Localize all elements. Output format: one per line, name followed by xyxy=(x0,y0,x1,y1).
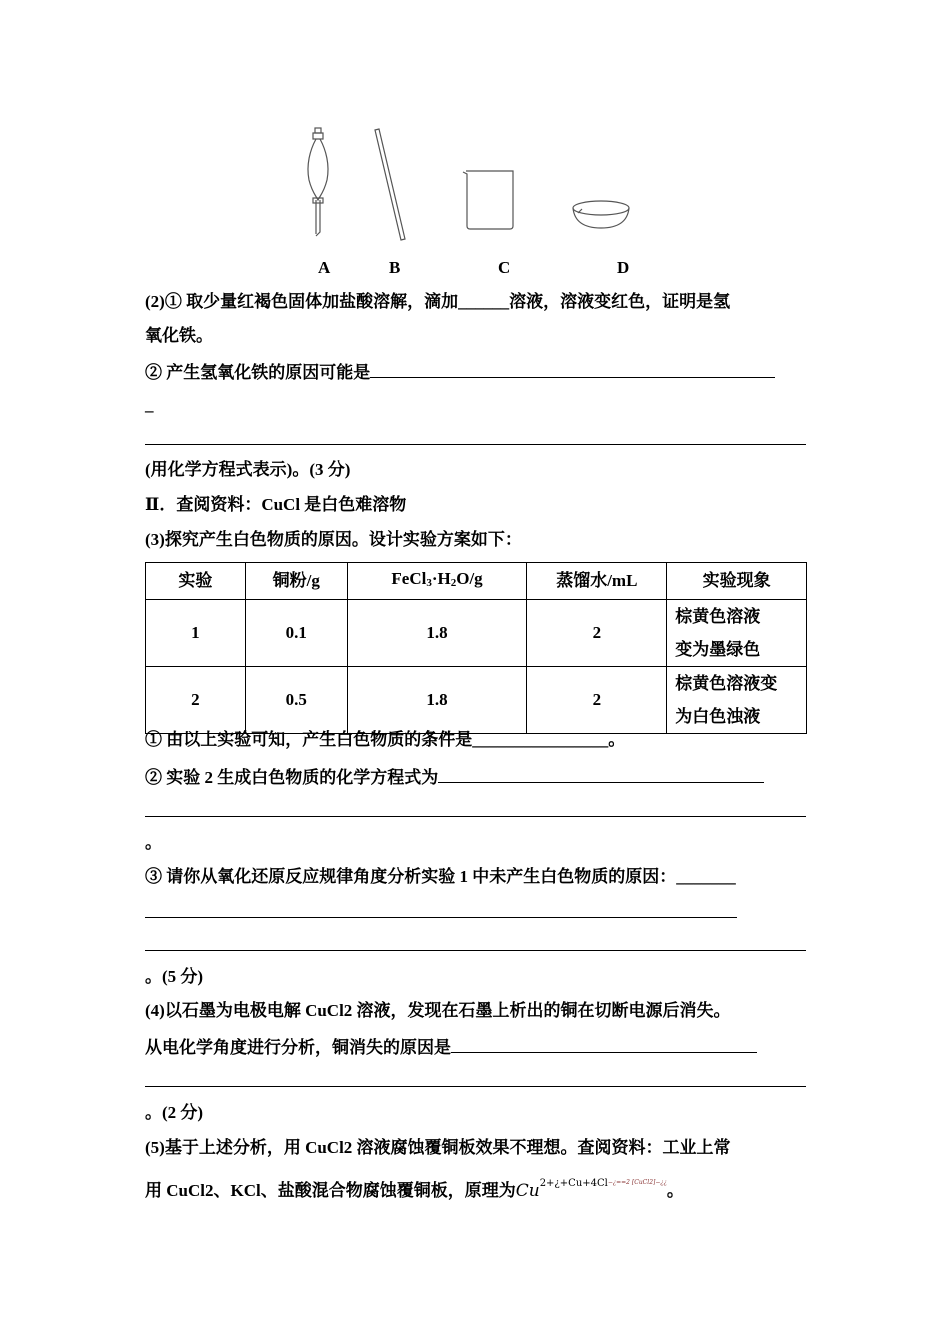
formula-sup: 2+¿+Cu+4Cl xyxy=(539,1178,608,1189)
header-cell: 实验 xyxy=(146,563,246,600)
q4-end: 。(2 分) xyxy=(145,1103,204,1122)
cell-water: 2 xyxy=(527,667,667,734)
q2-line4: _ xyxy=(145,395,154,414)
label-a: A xyxy=(318,258,331,277)
q3-s2-end: 。 xyxy=(145,833,162,852)
q5-line2 xyxy=(145,1172,684,1202)
q3-intro: (3)探究产生白色物质的原因。设计实验方案如下： xyxy=(145,530,522,549)
glass-rod-icon xyxy=(375,129,405,240)
q3-s3-end: 。(5 分) xyxy=(145,967,204,986)
answer-line[interactable] xyxy=(145,950,806,951)
cell-fecl3: 1.8 xyxy=(347,667,527,734)
text: ③ 请你从氧化还原反应规律角度分析实验 1 中未产生白色物质的原因： xyxy=(145,867,677,886)
cell-fecl3: 1.8 xyxy=(347,600,527,667)
answer-blank[interactable]: ________________ xyxy=(472,730,609,749)
separatory-funnel-icon xyxy=(308,128,328,236)
header-cell: 蒸馏水/mL xyxy=(527,563,667,600)
text: 棕黄色溶液 xyxy=(675,607,761,626)
table-header-row xyxy=(146,563,807,600)
text: 为白色浊液 xyxy=(675,707,761,726)
text: 溶液，溶液变红色，证明是氢 xyxy=(509,292,731,311)
answer-blank[interactable] xyxy=(438,764,764,783)
text: 。 xyxy=(608,730,626,749)
cell-exp: 1 xyxy=(146,600,246,667)
answer-line[interactable] xyxy=(145,816,806,817)
answer-blank[interactable] xyxy=(451,1034,757,1053)
q3-s2 xyxy=(145,764,764,789)
apparatus-figure xyxy=(0,0,950,250)
label-d: D xyxy=(617,258,630,277)
formula-base: Cu xyxy=(515,1181,540,1201)
answer-blank[interactable] xyxy=(370,359,775,378)
cell-observation xyxy=(667,667,807,734)
cell-cu: 0.1 xyxy=(245,600,347,667)
q4-line2 xyxy=(145,1034,757,1059)
q3-s3 xyxy=(145,866,736,888)
answer-blank[interactable]: ______ xyxy=(458,292,510,311)
cell-cu: 0.5 xyxy=(245,667,347,734)
q2-line2: 氧化铁。 xyxy=(145,326,213,345)
answer-line[interactable] xyxy=(145,444,806,445)
q4-line1: (4)以石墨为电极电解 CuCl2 溶液，发现在石墨上析出的铜在切断电源后消失。 xyxy=(145,1001,731,1020)
answer-blank[interactable]: _______ xyxy=(676,867,736,886)
text: 棕黄色溶液变 xyxy=(675,674,778,693)
cell-observation xyxy=(667,600,807,667)
header-cell: 铜粉/g xyxy=(245,563,347,600)
label-c: C xyxy=(498,258,511,277)
q2-line5: (用化学方程式表示)。(3 分) xyxy=(145,460,351,479)
table-row xyxy=(146,600,807,667)
q5-line1: (5)基于上述分析，用 CuCl2 溶液腐蚀覆铜板效果不理想。查阅资料：工业上常 xyxy=(145,1138,731,1157)
cell-exp: 2 xyxy=(146,667,246,734)
evaporating-dish-icon xyxy=(573,201,629,228)
text: 。 xyxy=(666,1181,684,1200)
text: (2)① 取少量红褐色固体加盐酸溶解，滴加 xyxy=(145,292,459,311)
q2-line3 xyxy=(145,359,806,384)
label-b: B xyxy=(389,258,401,277)
section2-heading: Ⅱ．查阅资料：CuCl 是白色难溶物 xyxy=(145,495,407,514)
beaker-icon xyxy=(463,171,513,229)
experiment-table xyxy=(145,562,807,734)
formula-tiny: −¿==2 [CuCl2]−¿¿ xyxy=(607,1179,667,1186)
text: 从电化学角度进行分析，铜消失的原因是 xyxy=(145,1038,451,1057)
answer-line[interactable] xyxy=(145,1086,806,1087)
text: 用 CuCl2、KCl、盐酸混合物腐蚀覆铜板，原理为 xyxy=(145,1181,516,1200)
text: 变为墨绿色 xyxy=(675,640,761,659)
text: ② 实验 2 生成白色物质的化学方程式为 xyxy=(145,768,439,787)
cell-water: 2 xyxy=(527,600,667,667)
header-cell: $FeCl_3\cdot H_2O/g$ xyxy=(347,563,527,600)
table-row xyxy=(146,667,807,734)
answer-line[interactable] xyxy=(145,917,737,918)
q2-line1 xyxy=(145,291,730,313)
text: ② 产生氢氧化铁的原因可能是 xyxy=(145,363,371,382)
text: ① 由以上实验可知，产生白色物质的条件是 xyxy=(145,730,473,749)
reaction-formula xyxy=(515,1178,667,1201)
header-cell: 实验现象 xyxy=(667,563,807,600)
q3-s1 xyxy=(145,729,625,751)
